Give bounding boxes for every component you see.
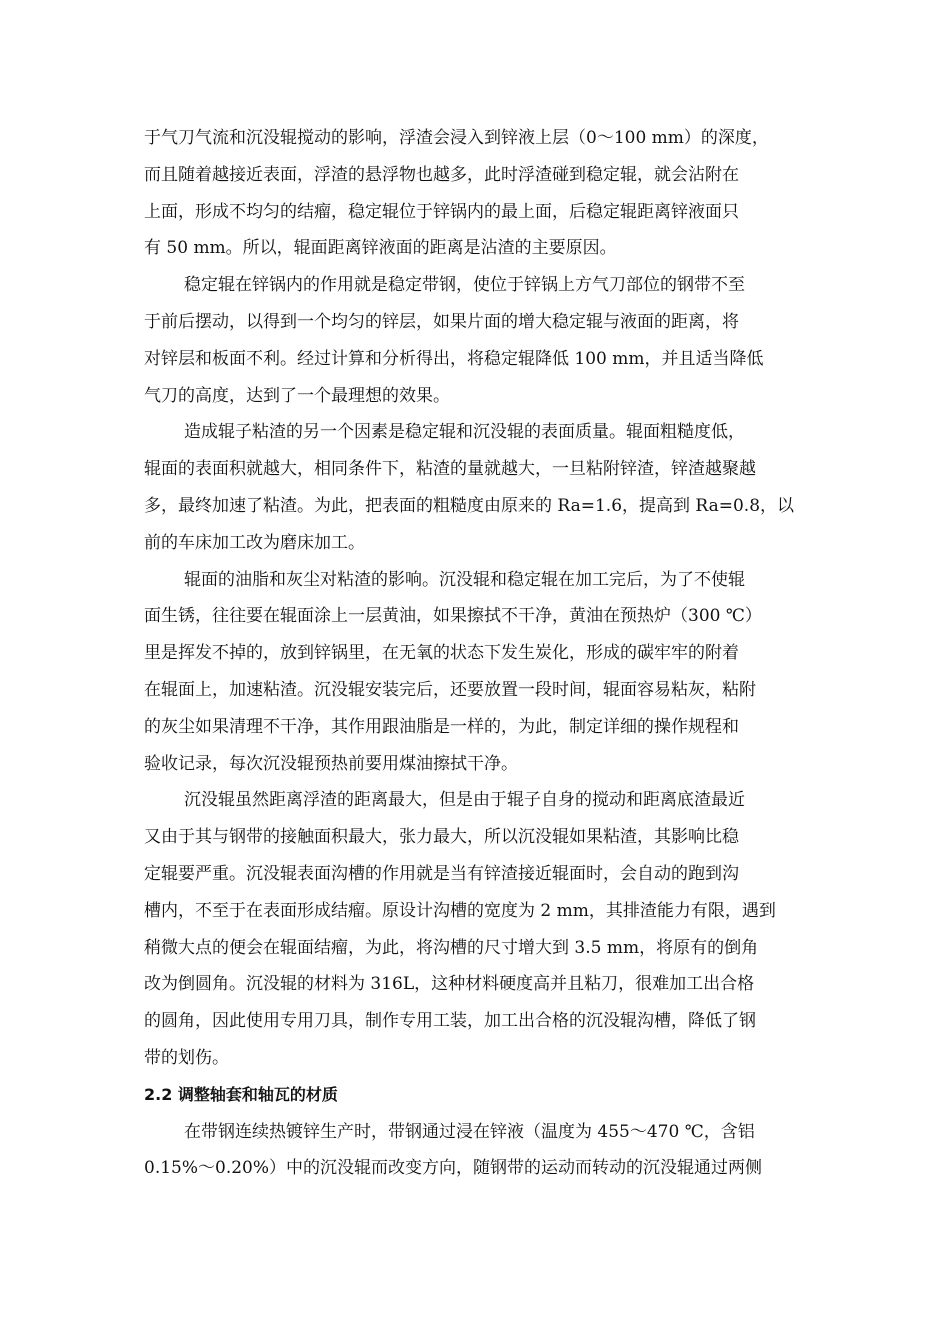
- text-line: 于前后摆动，以得到一个均匀的锌层，如果片面的增大稳定辊与液面的距离，将: [144, 311, 739, 332]
- paragraph-1: [144, 120, 808, 267]
- text-line: 辊面的表面积就越大，相同条件下，粘渣的量就越大，一旦粘附锌渣，锌渣越聚越: [144, 459, 756, 480]
- text-line: 里是挥发不掉的，放到锌锅里，在无氧的状态下发生炭化，形成的碳牢牢的附着: [144, 643, 739, 664]
- paragraph-5: [144, 782, 808, 1076]
- text-line: 稍微大点的便会在辊面结瘤，为此，将沟槽的尺寸增大到 3.5 mm，将原有的倒角: [144, 937, 759, 958]
- text-line: 前的车床加工改为磨床加工。: [144, 532, 365, 553]
- section-heading: 2.2 调整轴套和轴瓦的材质: [144, 1084, 338, 1104]
- text-line: 验收记录，每次沉没辊预热前要用煤油擦拭干净。: [144, 753, 518, 774]
- text-line: 槽内，不至于在表面形成结瘤。原设计沟槽的宽度为 2 mm，其排渣能力有限，遇到: [144, 900, 776, 921]
- text-line: 的圆角，因此使用专用刀具，制作专用工装，加工出合格的沉没辊沟槽，降低了钢: [144, 1011, 756, 1032]
- text-line: 带的划伤。: [144, 1047, 229, 1068]
- text-line: 多，最终加速了粘渣。为此，把表面的粗糙度由原来的 Ra=1.6，提高到 Ra=0.8，以: [144, 495, 795, 516]
- text-line: 沉没辊虽然距离浮渣的距离最大，但是由于辊子自身的搅动和距离底渣最近: [184, 790, 745, 811]
- text-line: 有 50 mm。所以，辊面距离锌液面的距离是沾渣的主要原因。: [144, 238, 617, 259]
- text-line: 改为倒圆角。沉没辊的材料为 316L，这种材料硬度高并且粘刀，很难加工出合格: [144, 974, 755, 995]
- text-line: 又由于其与钢带的接触面积最大，张力最大，所以沉没辊如果粘渣，其影响比稳: [144, 827, 739, 848]
- text-line: 的灰尘如果清理不干净，其作用跟油脂是一样的，为此，制定详细的操作规程和: [144, 716, 739, 737]
- text-line: 而且随着越接近表面，浮渣的悬浮物也越多，此时浮渣碰到稳定辊，就会沾附在: [144, 164, 739, 185]
- text-line: 于气刀气流和沉没辊搅动的影响，浮渣会浸入到锌液上层（0～100 mm）的深度，: [144, 128, 769, 148]
- text-line: 辊面的油脂和灰尘对粘渣的影响。沉没辊和稳定辊在加工完后，为了不使辊: [184, 569, 745, 590]
- paragraph-4: [144, 562, 808, 783]
- text-line: 上面，形成不均匀的结瘤，稳定辊位于锌锅内的最上面，后稳定辊距离锌液面只: [144, 201, 739, 222]
- text-line: 造成辊子粘渣的另一个因素是稳定辊和沉没辊的表面质量。辊面粗糙度低，: [184, 422, 745, 443]
- text-line: 在辊面上，加速粘渣。沉没辊安装完后，还要放置一段时间，辊面容易粘灰，粘附: [144, 679, 756, 700]
- document-body: [144, 120, 808, 1187]
- text-line: 气刀的高度，达到了一个最理想的效果。: [144, 385, 450, 406]
- paragraph-3: [144, 414, 808, 561]
- text-line: 面生锈，往往要在辊面涂上一层黄油，如果擦拭不干净，黄油在预热炉（300 ℃）: [144, 606, 762, 627]
- text-line: 0.15%～0.20%）中的沉没辊而改变方向，随钢带的运动而转动的沉没辊通过两侧: [144, 1158, 763, 1179]
- text-line: 稳定辊在锌锅内的作用就是稳定带钢，使位于锌锅上方气刀部位的钢带不至: [184, 275, 745, 296]
- text-line: 对锌层和板面不利。经过计算和分析得出，将稳定辊降低 100 mm，并且适当降低: [144, 348, 764, 369]
- text-line: 在带钢连续热镀锌生产时，带钢通过浸在锌液（温度为 455～470 ℃，含铝: [184, 1121, 755, 1142]
- paragraph-2: [144, 267, 808, 414]
- paragraph-6: [144, 1114, 808, 1188]
- text-line: 定辊要严重。沉没辊表面沟槽的作用就是当有锌渣接近辊面时，会自动的跑到沟: [144, 863, 739, 884]
